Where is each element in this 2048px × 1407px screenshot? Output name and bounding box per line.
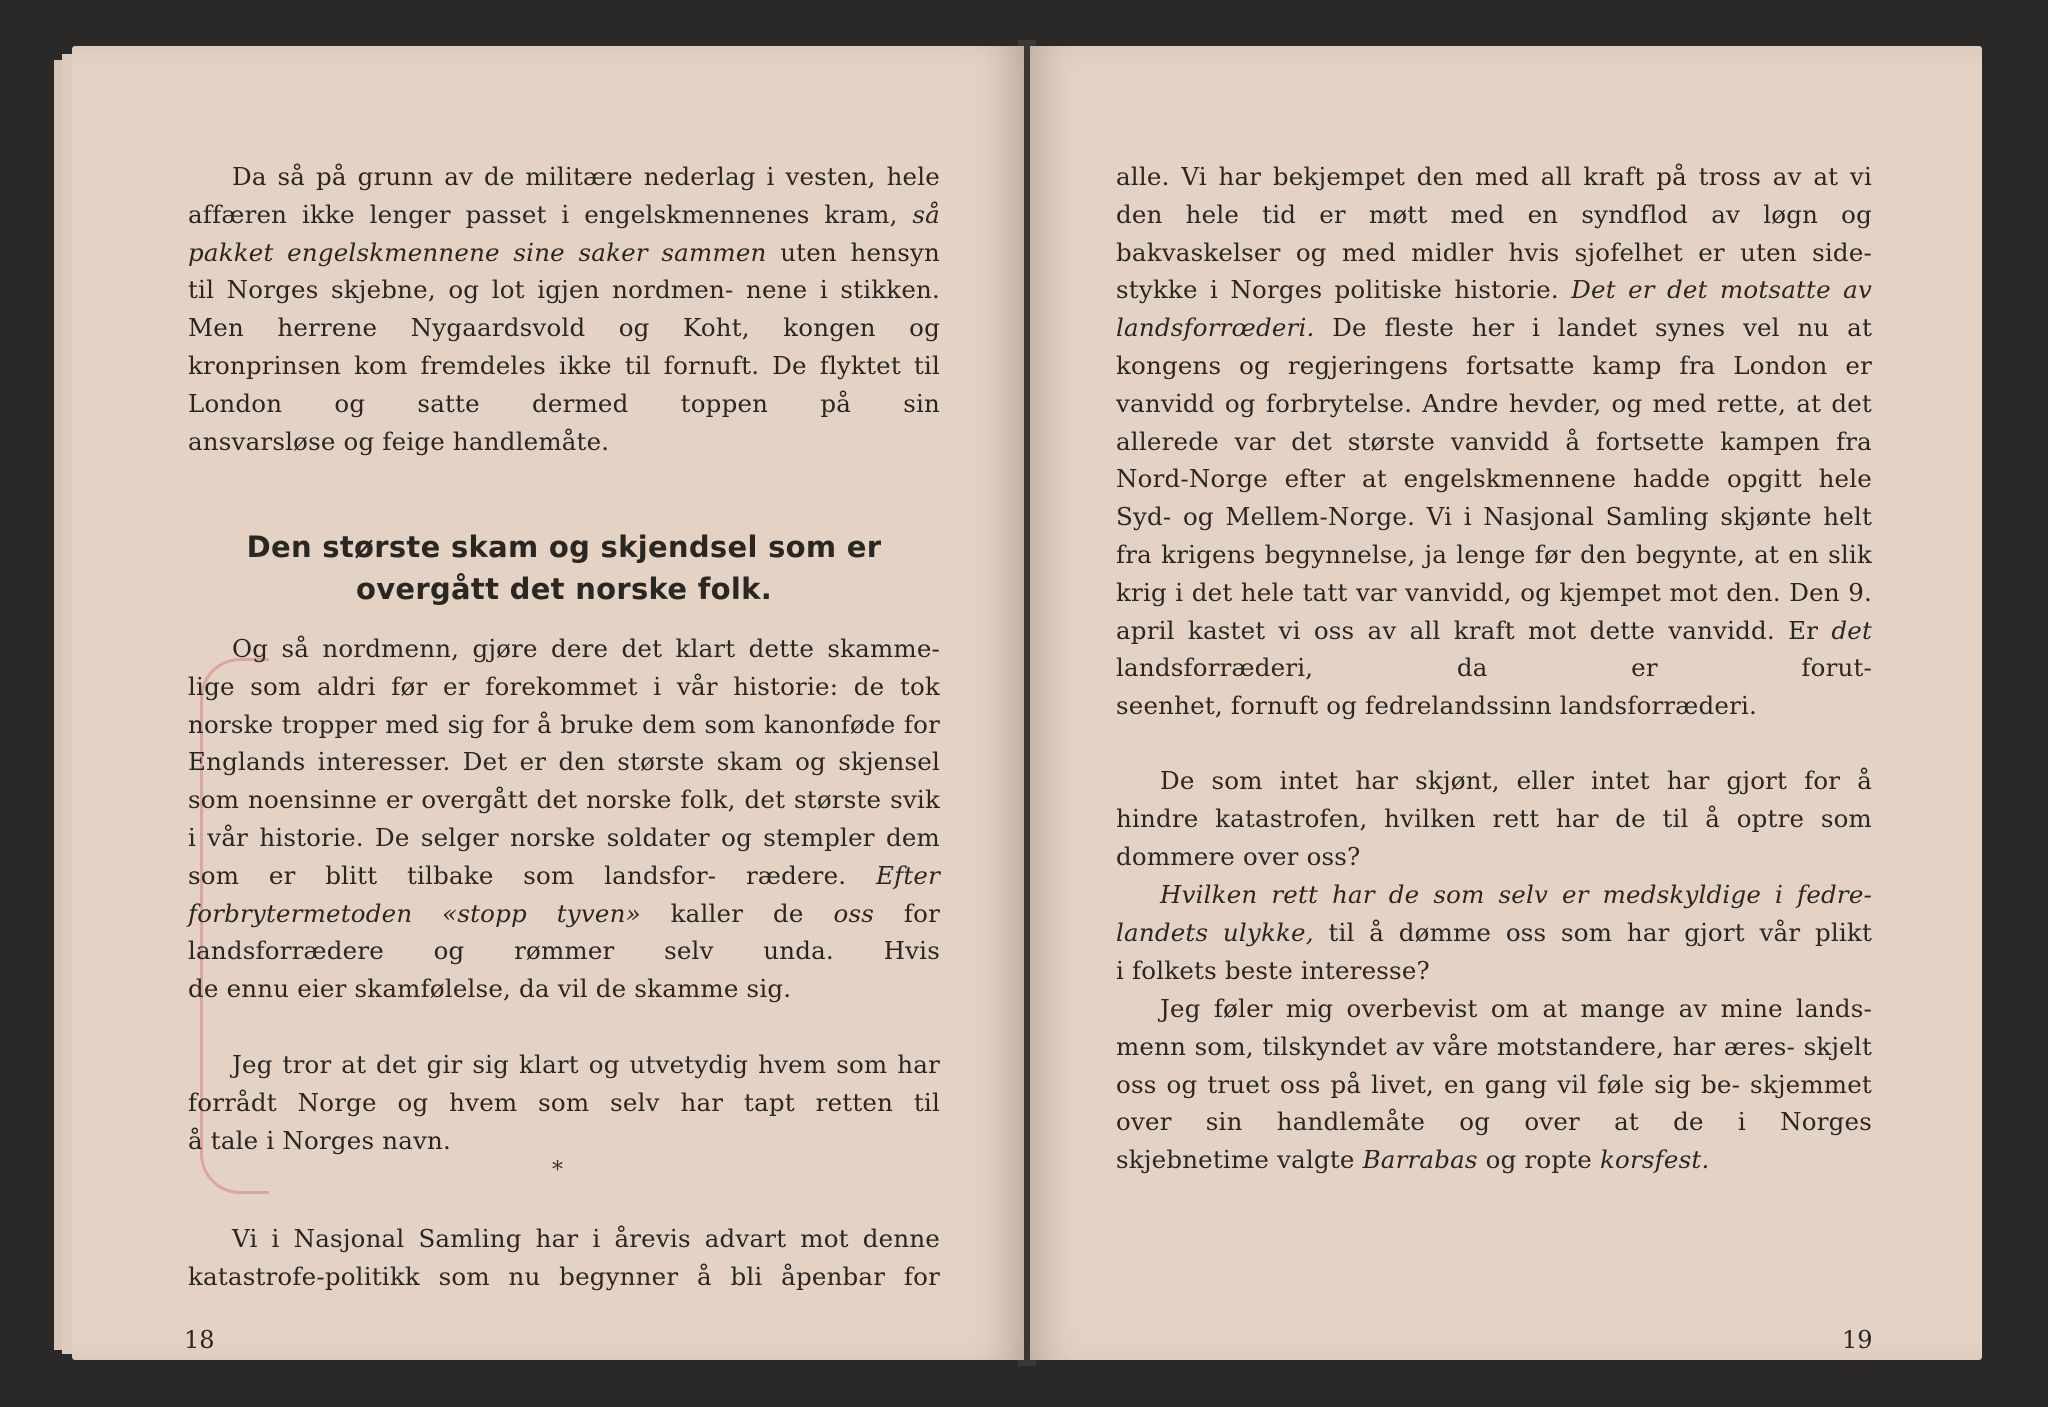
right-paragraph-1	[1116, 158, 1872, 725]
text-line: mot dette vanvidd. Er	[1528, 615, 1832, 645]
text-line: og ropte	[1477, 1145, 1600, 1175]
text-line: for landsforrædere og rømmer selv unda. Hvis	[188, 898, 940, 966]
italic-text: Hvilken rett har de som selv er medskyldige i fedre-	[1160, 880, 1872, 909]
italic-text: oss	[833, 898, 874, 928]
text-line: og stempler dem som er blitt tilbake som landsfor-	[188, 822, 940, 890]
text-line: ansvarsløse og feige handlemåte.	[188, 426, 610, 456]
text-line: de ennu eier skamfølelse, da vil de skamme sig.	[188, 974, 792, 1004]
italic-text: Barrabas	[1362, 1145, 1478, 1175]
text-line: landsforræderi, da er forut-	[1116, 653, 1872, 683]
right-paragraph-2	[1116, 762, 1872, 875]
text-line: dommere over oss?	[1116, 841, 1361, 871]
text-line: rædere.	[745, 860, 876, 890]
italic-text: korsfest.	[1599, 1145, 1710, 1175]
italic-text: Efter forbrytermetoden «stopp tyven»	[188, 860, 941, 928]
text-line: de	[773, 898, 834, 928]
text-line: Og så nordmenn, gjøre dere det klart dette skamme-	[232, 634, 940, 663]
left-page	[72, 46, 1024, 1360]
text-line: skjønte helt fra krigens begynnelse, ja lenge før den	[1116, 502, 1872, 569]
right-paragraph-3	[1116, 876, 1872, 989]
text-line: til å dømme oss som har gjort vår plikt	[1313, 917, 1873, 947]
text-line: for Englands interesser. Det er den største skam og	[188, 709, 940, 777]
text-line: De som intet har skjønt, eller intet har gjort for å	[1160, 766, 1872, 795]
left-paragraph-3	[188, 1046, 940, 1159]
text-line: De flyktet til London og satte dermed toppen på sin	[188, 350, 940, 418]
text-line: at kongens og regjeringens fortsatte kamp fra London	[1116, 313, 1872, 380]
text-line: hindre katastrofen, hvilken rett har de til å optre som	[1116, 803, 1872, 833]
text-line: at det allerede var det største vanvidd å fortsette kampen	[1116, 388, 1872, 456]
text-line: bakvaskelser og med midler hvis sjofelhet er uten side-	[1116, 237, 1872, 267]
italic-text: av landsforrœderi.	[1116, 275, 1872, 343]
section-separator: *	[552, 1158, 563, 1183]
text-line: hele affæren ikke lenger passet i engelskmennenes	[188, 162, 940, 229]
text-line: katastrofe-politikk som nu begynner å bli åpenbar for	[188, 1261, 940, 1291]
text-line: seenhet, fornuft og fedrelandssinn landsforræderi.	[1116, 691, 1758, 721]
left-paragraph-4	[188, 1220, 940, 1296]
text-line: er vanvidd og forbrytelse. Andre hevder, og med rette,	[1116, 350, 1872, 418]
text-line: Jeg føler mig overbevist om at mange av mine lands-	[1160, 994, 1872, 1023]
left-paragraph-2	[188, 630, 940, 1008]
italic-text: det	[1831, 615, 1872, 645]
section-heading	[188, 526, 940, 610]
text-line: kaller	[640, 898, 744, 928]
text-line: at vi den hele tid er møtt med en syndflod av løgn og	[1116, 162, 1872, 229]
text-line: De fleste her i landet synes vel nu	[1314, 313, 1830, 343]
text-line: å tale i Norges navn.	[188, 1125, 452, 1155]
text-line: skjemmet over sin handlemåte og over at de i Norges	[1116, 1069, 1872, 1137]
text-line: skjelt oss og truet oss på livet, en gang vil føle sig be-	[1116, 1031, 1872, 1099]
text-line: kram,	[824, 199, 913, 229]
text-line: i folkets beste interesse?	[1116, 955, 1430, 985]
italic-text: Det er det motsatte	[1571, 275, 1831, 305]
page-number: 18	[184, 1326, 215, 1354]
text-line: Da så på grunn av de militære nederlag i vesten,	[232, 162, 876, 191]
text-line: begynte, at en slik krig i det hele tatt var vanvidd, og	[1116, 539, 1872, 607]
heading-line-1: Den største skam og skjendsel som er	[246, 530, 882, 564]
text-line: har forrådt Norge og hvem som selv har tapt retten til	[188, 1050, 940, 1117]
text-line: Jeg tror at det gir sig klart og utvetydig hvem som	[232, 1050, 888, 1079]
text-line: hele Syd- og Mellem-Norge. Vi i Nasjonal Samling	[1116, 464, 1872, 532]
left-paragraph-1	[188, 158, 940, 460]
text-line: norske tropper med sig for å bruke dem som kanonføde	[188, 709, 896, 739]
text-line: lige som aldri før er forekommet i vår historie: de tok	[188, 671, 940, 701]
text-line: kjempet mot den. Den 9. april kastet vi oss av all kraft	[1116, 577, 1872, 645]
page-number: 19	[1842, 1326, 1873, 1354]
right-page	[1030, 46, 1982, 1360]
text-line: menn som, tilskyndet av våre motstandere, har æres-	[1116, 1031, 1796, 1061]
italic-text: landets ulykke,	[1116, 917, 1314, 947]
text-line: skjensel som noensinne er overgått det norske folk, det	[188, 747, 940, 815]
right-paragraph-4	[1116, 990, 1872, 1179]
text-line: fra Nord-Norge efter at engelskmennene hadde opgitt	[1116, 426, 1872, 494]
text-line: kongen og kronprinsen kom fremdeles ikke til fornuft.	[188, 313, 941, 380]
text-line: uten hensyn til Norges skjebne, og lot igjen nordmen-	[188, 237, 940, 305]
text-line: skjebnetime valgte	[1116, 1145, 1363, 1175]
heading-line-2: overgått det norske folk.	[355, 572, 773, 606]
text-line: nene i stikken. Men herrene Nygaardsvold og Koht,	[188, 275, 940, 343]
text-line: Vi i Nasjonal Samling har i årevis advart mot denne	[232, 1224, 940, 1253]
text-line: stykke i Norges politiske historie.	[1116, 275, 1572, 305]
text-line: største svik i vår historie. De selger norske soldater	[188, 785, 940, 852]
italic-text: så pakket engelskmennene sine saker sammen	[188, 199, 940, 267]
text-line: alle. Vi har bekjempet den med all kraft på tross av	[1116, 162, 1802, 191]
